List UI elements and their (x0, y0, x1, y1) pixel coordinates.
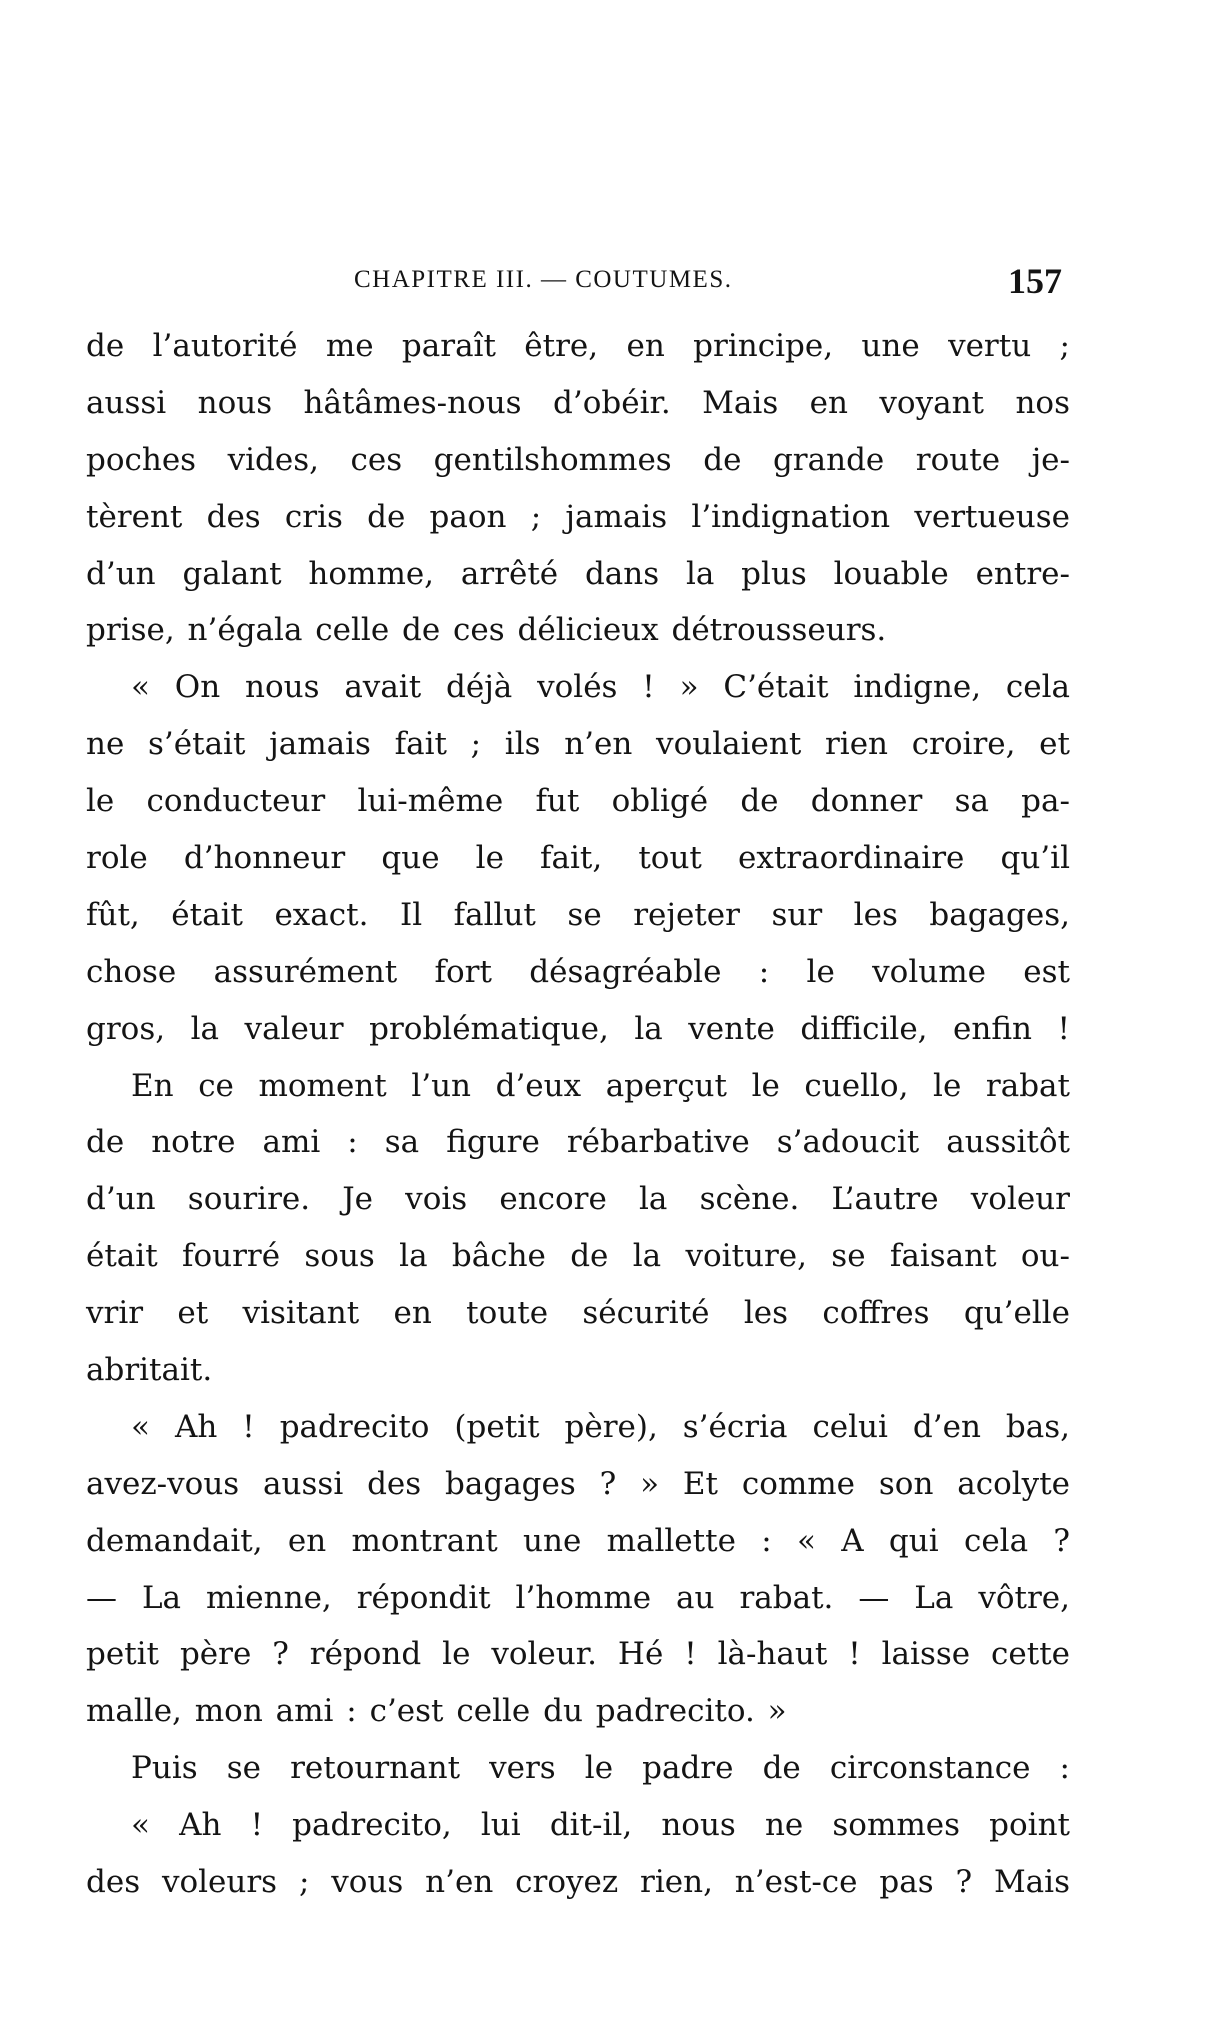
text-line: En ce moment l’un d’eux aperçut le cuello, le rabat (131, 1067, 1070, 1104)
running-title: CHAPITRE III. — COUTUMES. (354, 266, 733, 293)
text-line: malle, mon ami : c’est celle du padrecito. » (86, 1693, 787, 1730)
text-line: des voleurs ; vous n’en croyez rien, n’est-ce pas ? Mais (86, 1864, 1070, 1901)
text-line: de notre ami : sa figure rébarbative s’adoucit aussitôt (86, 1124, 1070, 1161)
text-line: fût, était exact. Il fallut se rejeter sur les bagages, (86, 896, 1070, 933)
text-line: « Ah ! padrecito, lui dit-il, nous ne sommes point (131, 1807, 1070, 1844)
text-line: Puis se retournant vers le padre de circonstance : (131, 1750, 1070, 1787)
text-line: avez-vous aussi des bagages ? » Et comme son acolyte (86, 1465, 1070, 1502)
text-line: chose assurément fort désagréable : le volume est (86, 953, 1070, 990)
text-line: petit père ? répond le voleur. Hé ! là-haut ! laisse cette (86, 1636, 1070, 1673)
text-line: d’un sourire. Je vois encore la scène. L’autre voleur (86, 1181, 1070, 1218)
text-line: « On nous avait déjà volés ! » C’était indigne, cela (131, 669, 1070, 706)
text-line: était fourré sous la bâche de la voiture, se faisant ou- (86, 1238, 1070, 1275)
text-line: le conducteur lui-même fut obligé de donner sa pa- (86, 783, 1070, 820)
text-line: vrir et visitant en toute sécurité les coffres qu’elle (86, 1295, 1070, 1332)
text-line: d’un galant homme, arrêté dans la plus louable entre- (86, 555, 1070, 592)
page-number: 157 (1008, 261, 1062, 301)
text-line: gros, la valeur problématique, la vente difficile, enfin ! (86, 1010, 1070, 1047)
running-head (86, 262, 1070, 302)
text-line: tèrent des cris de paon ; jamais l’indignation vertueuse (86, 498, 1070, 535)
text-line: aussi nous hâtâmes-nous d’obéir. Mais en voyant nos (86, 384, 1070, 421)
text-line: — La mienne, répondit l’homme au rabat. — La vôtre, (86, 1579, 1070, 1616)
text-line: poches vides, ces gentilshommes de grande route je- (86, 441, 1070, 478)
text-line: abritait. (86, 1352, 213, 1389)
body-text (86, 318, 1070, 1911)
text-line: prise, n’égala celle de ces délicieux détrousseurs. (86, 612, 887, 649)
text-line: de l’autorité me paraît être, en principe, une vertu ; (86, 328, 1070, 364)
text-line: « Ah ! padrecito (petit père), s’écria celui d’en bas, (131, 1408, 1070, 1445)
text-line: demandait, en montrant une mallette : « A qui cela ? (86, 1522, 1070, 1559)
text-line: ne s’était jamais fait ; ils n’en voulaient rien croire, et (86, 726, 1070, 763)
text-line: role d’honneur que le fait, tout extraordinaire qu’il (86, 840, 1070, 877)
